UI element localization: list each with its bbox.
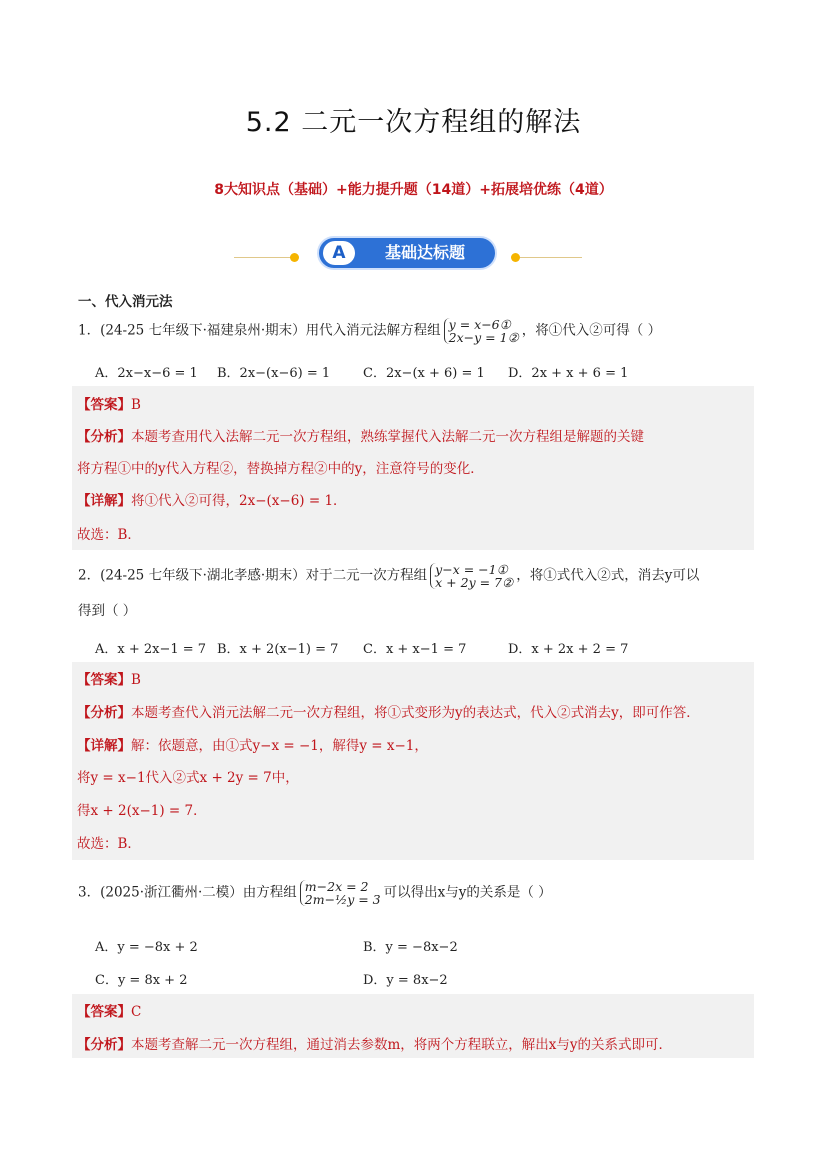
page-title: 5.2 二元一次方程组的解法	[245, 107, 582, 138]
q1-option-a: A．2x−x−6 = 1	[95, 366, 198, 381]
banner-line-left	[234, 257, 292, 258]
q2-detail-label: 【详解】	[77, 738, 131, 754]
q3-option-b: B．y = −8x−2	[363, 940, 458, 955]
q2-option-b: B．x + 2(x−1) = 7	[217, 642, 339, 657]
q3-analysis-line	[77, 1035, 672, 1055]
q1-analysis-line	[77, 427, 644, 447]
q2-answer: B	[131, 672, 141, 688]
q2-eq2: x + 2y = 7②	[435, 575, 514, 590]
q2-option-d: D．x + 2x + 2 = 7	[508, 642, 629, 657]
q1-option-c: C．2x−(x + 6) = 1	[363, 366, 485, 381]
q2-detail-1: 解：依题意，由①式y−x = −1，解得y = x−1，	[131, 738, 428, 754]
q1-option-b: B．2x−(x−6) = 1	[217, 366, 331, 381]
q3-eq1: m−2x = 2	[304, 879, 369, 894]
q2-stem: 2．(24-25 七年级下·湖北孝感·期末）对于二元一次方程组	[78, 567, 428, 584]
q1-detail-line	[77, 491, 347, 511]
q1-answer: B	[131, 397, 141, 413]
q2-option-c: C．x + x−1 = 7	[363, 642, 467, 657]
q3-option-a: A．y = −8x + 2	[95, 940, 198, 955]
q1-eq2: 2x−y = 1②	[448, 330, 519, 345]
q1-answer-line	[77, 395, 141, 415]
banner-badge	[317, 236, 497, 270]
section-banner	[234, 236, 594, 272]
q1-stem-line	[78, 318, 661, 344]
q1-conclusion: 故选：B．	[77, 527, 141, 543]
q3-equation-system	[300, 880, 381, 906]
q2-answer-label: 【答案】	[77, 672, 131, 688]
q2-detail-line	[77, 736, 428, 756]
q2-analysis-label: 【分析】	[77, 705, 131, 721]
q2-equation-system	[430, 563, 513, 589]
q2-detail-2: 将y = x−1代入②式x + 2y = 7中，	[77, 770, 299, 786]
banner-dot-right	[511, 253, 520, 262]
q2-solution-box	[72, 662, 754, 860]
q2-conclusion: 故选：B．	[77, 836, 141, 852]
q3-stem-line	[78, 880, 552, 906]
q1-tail: ，将①代入②可得（ ）	[521, 322, 662, 339]
q3-answer-label: 【答案】	[77, 1004, 131, 1020]
banner-dot-left	[290, 253, 299, 262]
q2-analysis: 本题考查代入消元法解二元一次方程组，将①式变形为y的表达式，代入②式消去y，即可作答．	[131, 705, 700, 721]
q1-detail: 将①代入②可得，2x−(x−6) = 1．	[131, 493, 347, 509]
q1-analysis-1: 本题考查用代入法解二元一次方程组，熟练掌握代入法解二元一次方程组是解题的关键	[131, 429, 644, 445]
q2-eq1: y−x = −1①	[435, 562, 508, 577]
q3-answer-line	[77, 1002, 141, 1022]
q1-analysis-label: 【分析】	[77, 429, 131, 445]
q2-detail-3: 得x + 2(x−1) = 7．	[77, 803, 207, 819]
section-title: 一、代入消元法	[78, 294, 173, 310]
q3-option-c: C．y = 8x + 2	[95, 973, 188, 988]
q1-answer-label: 【答案】	[77, 397, 131, 413]
q3-analysis: 本题考查解二元一次方程组，通过消去参数m，将两个方程联立，解出x与y的关系式即可．	[131, 1037, 673, 1053]
q2-option-a: A．x + 2x−1 = 7	[95, 642, 207, 657]
page-subtitle: 8大知识点（基础）+能力提升题（14道）+拓展培优练（4道）	[214, 182, 613, 198]
q3-answer: C	[131, 1004, 142, 1020]
q3-analysis-label: 【分析】	[77, 1037, 131, 1053]
q2-stem-2: 得到（ ）	[78, 603, 137, 619]
banner-label: 基础达标题	[384, 243, 465, 262]
banner-letter: A	[323, 241, 355, 265]
q1-equation-system	[444, 318, 519, 344]
q3-tail: 可以得出x与y的关系是（ ）	[383, 884, 552, 901]
q1-stem: 1．(24-25 七年级下·福建泉州·期末）用代入消元法解方程组	[78, 322, 441, 339]
q1-detail-label: 【详解】	[77, 493, 131, 509]
q1-eq1: y = x−6①	[448, 317, 511, 332]
q2-stem-line	[78, 563, 699, 589]
q2-answer-line	[77, 670, 141, 690]
q2-analysis-line	[77, 703, 700, 723]
q3-stem: 3．(2025·浙江衢州·二模）由方程组	[78, 884, 297, 901]
q1-option-d: D．2x + x + 6 = 1	[508, 366, 629, 381]
banner-line-right	[520, 257, 582, 258]
q2-tail: ，将①式代入②式，消去y可以	[516, 567, 700, 584]
q3-eq2: 2m−½y = 3	[304, 892, 381, 907]
q1-analysis-2: 将方程①中的y代入方程②，替换掉方程②中的y，注意符号的变化．	[77, 461, 484, 477]
q3-option-d: D．y = 8x−2	[363, 973, 448, 988]
